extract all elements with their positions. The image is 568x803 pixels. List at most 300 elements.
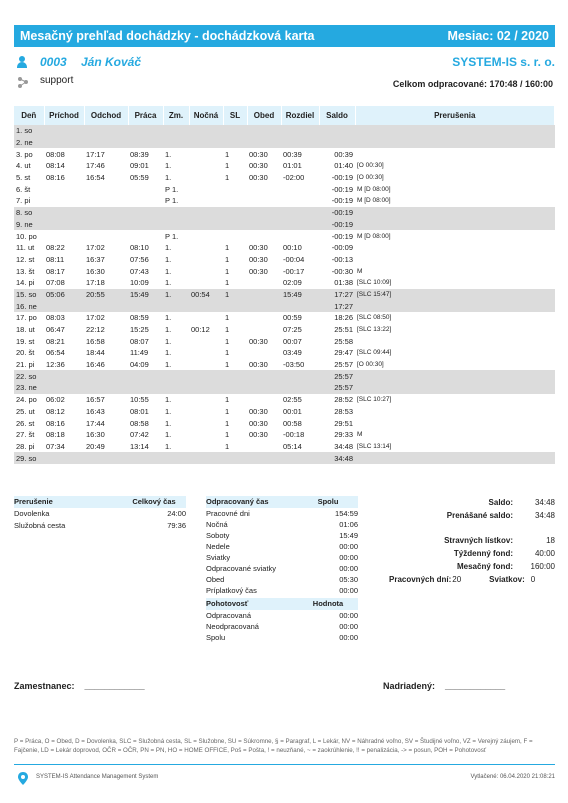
table-cell: 13. št	[16, 266, 35, 276]
table-cell: -00:19	[331, 231, 353, 241]
table-cell	[247, 207, 281, 219]
table-cell: 17:27	[319, 300, 355, 312]
table-cell: 1.	[165, 441, 172, 451]
table-cell: 6. št	[16, 184, 31, 194]
table-cell: 09:01	[130, 161, 149, 171]
company-name: SYSTEM-IS s. r. o.	[452, 55, 555, 69]
table-cell: 1.	[165, 161, 172, 171]
table-cell: -00:17	[283, 266, 305, 276]
table-cell: -00:13	[331, 254, 353, 264]
table-cell: 1.	[165, 348, 172, 358]
table-row	[14, 359, 555, 371]
table-cell	[223, 125, 247, 137]
table-cell: 18:44	[86, 348, 105, 358]
table-cell: 1	[225, 254, 230, 264]
table-cell: -03:50	[283, 360, 305, 370]
table-cell: 1	[225, 430, 230, 440]
table-cell: [SLC 08:50]	[357, 314, 392, 322]
table-cell	[247, 394, 281, 406]
table-cell: 08:18	[46, 430, 65, 440]
table-cell	[223, 183, 247, 195]
table-cell	[355, 382, 555, 394]
table-row	[14, 230, 555, 242]
saldo-row: Saldo: 34:48	[488, 498, 555, 507]
interruptions-header: Prerušenie Celkový čas	[14, 496, 186, 508]
department-row	[14, 75, 555, 89]
table-row: Soboty 15:49	[206, 531, 358, 540]
table-cell: 1	[225, 149, 230, 159]
table-cell: 00:30	[249, 360, 268, 370]
weekly-row: Týždenný fond: 40:00	[453, 549, 555, 558]
table-cell: 02:55	[283, 395, 302, 405]
table-cell	[355, 335, 555, 347]
table-row	[14, 441, 555, 453]
table-cell: 12:36	[46, 360, 65, 370]
table-cell	[355, 452, 555, 464]
table-cell: 10:09	[130, 278, 149, 288]
table-cell	[247, 125, 281, 137]
table-cell: 00:30	[249, 149, 268, 159]
table-cell: 25:51	[334, 325, 353, 335]
report-header	[14, 25, 555, 47]
table-cell: 19. st	[16, 336, 35, 346]
table-cell: 07:34	[46, 441, 65, 451]
table-cell	[247, 452, 281, 464]
table-cell	[355, 406, 555, 418]
table-cell: 08:16	[46, 418, 65, 428]
table-cell: 9. ne	[14, 219, 44, 231]
table-cell: 29:51	[334, 418, 353, 428]
table-cell: 08:14	[46, 161, 65, 171]
table-cell: -00:19	[331, 184, 353, 194]
table-cell: 06:47	[46, 325, 65, 335]
table-cell: 07:25	[283, 325, 302, 335]
table-cell: -00:18	[283, 430, 305, 440]
table-cell: 1	[225, 360, 230, 370]
table-cell	[189, 207, 223, 219]
table-cell	[355, 242, 555, 254]
table-cell: 21. pi	[16, 360, 35, 370]
supervisor-signature: Nadriadený: ____________	[383, 681, 506, 691]
table-cell: 08:58	[130, 418, 149, 428]
table-cell: 00:39	[334, 149, 353, 159]
table-cell	[84, 452, 128, 464]
table-cell: 00:30	[249, 243, 268, 253]
table-cell: 1.	[165, 254, 172, 264]
total-worked: Celkom odpracované: 170:48 / 160:00	[392, 79, 553, 89]
table-cell: 1.	[165, 325, 172, 335]
table-cell	[189, 406, 223, 418]
table-cell: M	[357, 267, 363, 275]
table-cell: 7. pi	[16, 196, 31, 206]
table-cell: 2. ne	[14, 137, 44, 149]
table-row	[14, 148, 555, 160]
table-cell: 08:03	[46, 313, 65, 323]
table-cell: 15:49	[128, 289, 163, 301]
network-icon	[17, 76, 29, 88]
table-cell	[247, 441, 281, 453]
table-cell: 20:49	[86, 441, 105, 451]
table-cell	[128, 452, 163, 464]
table-cell: 34:48	[334, 441, 353, 451]
table-row: Obed 05:30	[206, 575, 358, 584]
table-cell: 08:07	[130, 336, 149, 346]
table-cell	[189, 265, 223, 277]
table-cell: 07:43	[130, 266, 149, 276]
table-cell	[163, 125, 189, 137]
table-cell	[247, 289, 281, 301]
table-cell: P 1.	[165, 184, 179, 194]
table-cell: 25:57	[319, 382, 355, 394]
table-row: Spolu 00:00	[206, 633, 358, 642]
table-cell	[84, 137, 128, 149]
table-cell	[128, 137, 163, 149]
table-cell	[247, 277, 281, 289]
table-cell	[44, 207, 84, 219]
table-cell	[189, 335, 223, 347]
table-cell: 25:57	[334, 360, 353, 370]
table-row	[14, 277, 555, 289]
table-cell: [SLC 15:47]	[355, 289, 555, 301]
table-cell: [SLC 13:22]	[357, 326, 392, 334]
table-cell: 28:53	[334, 406, 353, 416]
table-cell: 02:09	[283, 278, 302, 288]
table-cell: 11. ut	[16, 243, 35, 253]
table-cell	[189, 312, 223, 324]
table-cell: [O 00:30]	[357, 361, 384, 369]
meal-row: Stravných lístkov: 18	[444, 536, 555, 545]
table-cell	[189, 347, 223, 359]
employee-name: Ján Kováč	[81, 55, 142, 69]
table-cell: 17:02	[86, 243, 105, 253]
table-cell	[128, 382, 163, 394]
table-cell	[223, 300, 247, 312]
table-cell: 05:14	[283, 441, 302, 451]
table-cell: 1.	[163, 289, 189, 301]
table-cell	[223, 382, 247, 394]
table-row: Príplatkový čas 00:00	[206, 586, 358, 595]
table-cell	[189, 230, 223, 242]
table-row: Odpracované sviatky 00:00	[206, 564, 358, 573]
table-row	[14, 312, 555, 324]
table-cell: 5. st	[16, 173, 31, 183]
table-cell: [O 00:30]	[357, 174, 384, 182]
table-cell: 18. ut	[16, 325, 35, 335]
table-cell	[163, 207, 189, 219]
table-cell	[84, 370, 128, 382]
table-cell: [O 00:30]	[357, 162, 384, 170]
table-cell: 08:08	[46, 149, 65, 159]
table-cell	[84, 230, 128, 242]
table-cell	[355, 370, 555, 382]
table-cell: 28. pi	[16, 441, 35, 451]
table-cell	[281, 230, 319, 242]
table-cell	[84, 207, 128, 219]
table-cell: -00:09	[331, 243, 353, 253]
table-cell: 1.	[165, 418, 172, 428]
table-cell: 1	[225, 173, 230, 183]
table-cell: 28:52	[334, 395, 353, 405]
table-cell: -00:19	[319, 207, 355, 219]
table-cell: 00:07	[283, 336, 302, 346]
table-row: Nočná 01:06	[206, 520, 358, 529]
table-cell	[189, 452, 223, 464]
table-cell	[247, 219, 281, 231]
table-cell	[281, 207, 319, 219]
table-cell	[189, 300, 223, 312]
table-cell: 27. št	[16, 430, 35, 440]
table-cell: M [D 08:00]	[357, 232, 391, 240]
standby-header: Pohotovosť Hodnota	[206, 598, 358, 610]
worked-header: Odpracovaný čas Spolu	[206, 496, 358, 508]
table-cell	[44, 452, 84, 464]
table-cell: [SLC 13:14]	[357, 442, 392, 450]
table-cell	[44, 125, 84, 137]
table-row	[14, 195, 555, 207]
table-row	[14, 406, 555, 418]
table-cell: 16:43	[86, 406, 105, 416]
table-cell: 00:30	[249, 173, 268, 183]
table-cell: 1.	[165, 243, 172, 253]
table-cell: 16:57	[86, 395, 105, 405]
table-cell	[319, 137, 355, 149]
table-cell: 29. so	[14, 452, 44, 464]
table-cell	[223, 219, 247, 231]
table-cell: [SLC 10:27]	[357, 396, 392, 404]
table-cell: 12. st	[16, 254, 35, 264]
table-cell: 10:55	[130, 395, 149, 405]
table-cell: 05:59	[130, 173, 149, 183]
table-cell: 00:30	[249, 430, 268, 440]
table-cell: 1	[225, 441, 230, 451]
table-cell	[128, 230, 163, 242]
table-row: Odpracovaná 00:00	[206, 611, 358, 620]
column-header: Odchod	[84, 106, 128, 125]
table-row	[14, 172, 555, 184]
table-cell	[281, 125, 319, 137]
table-cell: -00:30	[331, 266, 353, 276]
table-cell	[189, 359, 223, 371]
table-cell: 16:30	[86, 266, 105, 276]
table-cell	[128, 207, 163, 219]
table-cell: 23. ne	[14, 382, 44, 394]
table-cell	[223, 137, 247, 149]
column-header: Saldo	[319, 106, 355, 125]
table-row	[14, 347, 555, 359]
table-cell	[189, 125, 223, 137]
table-row	[14, 219, 555, 231]
table-row: Sviatky 00:00	[206, 553, 358, 562]
table-cell: 06:54	[46, 348, 65, 358]
person-icon	[17, 56, 27, 68]
table-cell	[355, 148, 555, 160]
table-cell	[189, 172, 223, 184]
table-cell	[189, 195, 223, 207]
table-cell: 14. pi	[16, 278, 35, 288]
table-cell: 07:08	[46, 278, 65, 288]
table-cell	[281, 137, 319, 149]
table-cell	[44, 195, 84, 207]
table-cell	[189, 137, 223, 149]
table-cell: 1.	[165, 406, 172, 416]
table-cell: 25:57	[319, 370, 355, 382]
table-row	[14, 242, 555, 254]
table-cell: 1. so	[14, 125, 44, 137]
table-cell: 17:27	[319, 289, 355, 301]
table-cell: 06:02	[46, 395, 65, 405]
table-cell	[44, 219, 84, 231]
table-cell: 00:01	[283, 406, 302, 416]
table-cell: 07:56	[130, 254, 149, 264]
table-cell: 8. so	[14, 207, 44, 219]
table-body	[14, 125, 555, 464]
table-cell: 1	[225, 243, 230, 253]
table-cell	[84, 219, 128, 231]
employee-number: 0003	[40, 55, 67, 69]
table-cell: 00:12	[191, 325, 210, 335]
table-cell	[189, 429, 223, 441]
table-cell: P 1.	[165, 196, 179, 206]
table-cell: -00:19	[319, 219, 355, 231]
table-cell: 1	[225, 266, 230, 276]
table-cell	[163, 452, 189, 464]
table-cell	[44, 137, 84, 149]
table-cell: M [D 08:00]	[357, 185, 391, 193]
table-cell	[84, 183, 128, 195]
table-cell	[281, 382, 319, 394]
table-cell: 16. ne	[14, 300, 44, 312]
table-row	[14, 289, 555, 301]
table-cell	[189, 394, 223, 406]
table-cell	[247, 370, 281, 382]
table-cell: 1.	[165, 360, 172, 370]
table-cell	[247, 183, 281, 195]
table-cell: 10. po	[16, 231, 37, 241]
table-cell	[128, 125, 163, 137]
table-cell: 08:11	[46, 254, 65, 264]
table-cell	[128, 370, 163, 382]
table-cell	[189, 441, 223, 453]
table-cell	[189, 219, 223, 231]
table-cell: 29:47	[334, 348, 353, 358]
table-cell: 01:40	[334, 161, 353, 171]
table-row	[14, 324, 555, 336]
table-cell: 08:39	[130, 149, 149, 159]
table-cell: 1.	[165, 313, 172, 323]
table-cell	[281, 219, 319, 231]
table-cell: 16:54	[86, 173, 105, 183]
table-cell	[189, 370, 223, 382]
table-cell: 08:17	[46, 266, 65, 276]
report-title: Mesačný prehľad dochádzky - dochádzková karta	[20, 29, 315, 43]
table-cell: 17:44	[86, 418, 105, 428]
table-cell	[281, 370, 319, 382]
table-cell: 17:18	[86, 278, 105, 288]
column-header: Prerušenia	[355, 106, 555, 125]
workdays-row: Pracovných dní: 20 Sviatkov: 0	[389, 575, 536, 584]
table-row	[14, 137, 555, 149]
table-cell	[189, 242, 223, 254]
table-row	[14, 207, 555, 219]
table-row	[14, 125, 555, 137]
report-month: Mesiac: 02 / 2020	[447, 29, 549, 43]
table-cell	[247, 382, 281, 394]
table-cell: 00:54	[189, 289, 223, 301]
system-name: SYSTEM-IS Attendance Management System	[36, 774, 159, 780]
table-row: Služobná cesta 79:36	[14, 521, 186, 530]
table-cell	[247, 195, 281, 207]
table-cell	[128, 195, 163, 207]
table-cell	[163, 370, 189, 382]
table-cell: 05:06	[44, 289, 84, 301]
table-cell	[223, 230, 247, 242]
table-cell	[84, 382, 128, 394]
column-header: Deň	[14, 106, 44, 125]
table-cell: M [D 08:00]	[357, 197, 391, 205]
table-cell	[223, 195, 247, 207]
column-header: Zm.	[163, 106, 189, 125]
table-cell	[355, 254, 555, 266]
table-cell	[44, 230, 84, 242]
table-cell: 1.	[165, 336, 172, 346]
table-cell: 00:30	[249, 266, 268, 276]
table-cell: 1	[225, 278, 230, 288]
table-row	[14, 452, 555, 464]
table-cell: 1.	[165, 173, 172, 183]
table-cell	[128, 183, 163, 195]
table-cell: 00:10	[283, 243, 302, 253]
totals-panel	[379, 496, 555, 586]
table-cell: 11:49	[130, 348, 149, 358]
table-cell	[163, 382, 189, 394]
table-cell	[163, 219, 189, 231]
table-cell	[281, 195, 319, 207]
table-row	[14, 382, 555, 394]
table-cell: 34:48	[319, 452, 355, 464]
table-cell: 24. po	[16, 395, 37, 405]
table-cell	[247, 137, 281, 149]
table-cell: 16:58	[86, 336, 105, 346]
table-row	[14, 394, 555, 406]
table-cell: [SLC 09:44]	[357, 349, 392, 357]
table-cell: [SLC 10:09]	[357, 279, 392, 287]
table-cell: 29:33	[334, 430, 353, 440]
table-cell	[355, 207, 555, 219]
table-cell: 00:39	[283, 149, 302, 159]
table-row	[14, 254, 555, 266]
column-header: Obed	[247, 106, 281, 125]
table-cell: 16:46	[86, 360, 105, 370]
table-cell: -00:04	[283, 254, 305, 264]
table-cell: 15:49	[281, 289, 319, 301]
table-cell	[247, 347, 281, 359]
table-cell: -02:00	[283, 173, 305, 183]
table-cell: 17:17	[86, 149, 105, 159]
table-row	[14, 183, 555, 195]
table-cell	[163, 300, 189, 312]
table-cell	[223, 452, 247, 464]
table-cell: 25:58	[334, 336, 353, 346]
table-cell	[223, 370, 247, 382]
table-cell: 08:16	[46, 173, 65, 183]
monthly-row: Mesačný fond: 160:00	[456, 562, 555, 571]
table-cell	[128, 219, 163, 231]
table-cell: 17. po	[16, 313, 37, 323]
table-cell: 08:10	[130, 243, 149, 253]
table-cell: 1	[225, 395, 230, 405]
table-cell: 1.	[165, 395, 172, 405]
table-cell	[281, 300, 319, 312]
